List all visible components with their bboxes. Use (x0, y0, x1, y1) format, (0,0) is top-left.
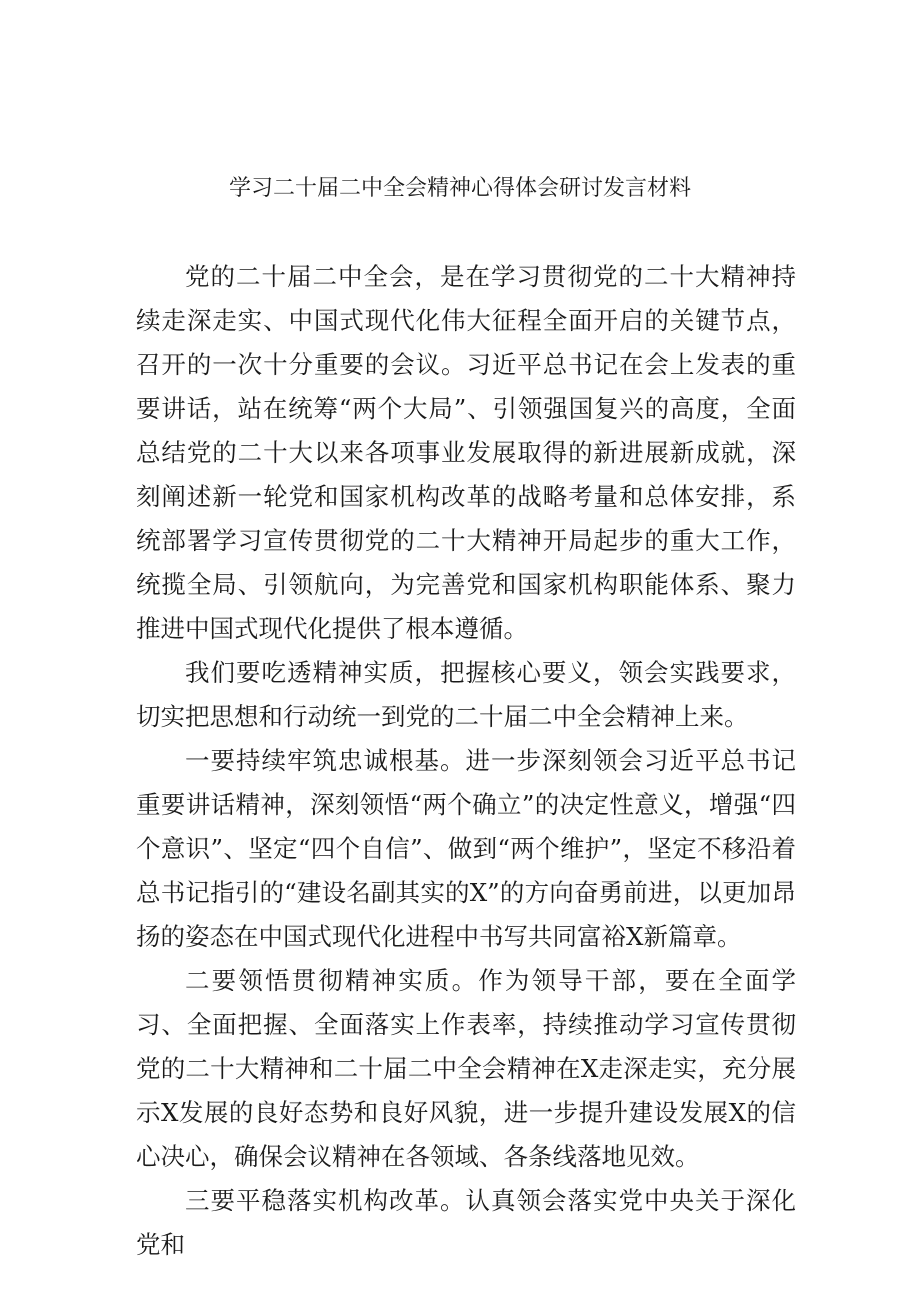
paragraph-3: 一要持续牢筑忠诚根基。进一步深刻领会习近平总书记重要讲话精神，深刻领悟“两个确立”的决定性意义，增强“四个意识”、坚定“四个自信”、做到“两个维护”，坚定不移沿着总书记指引的“建设名副其实的X”的方向奋勇前进，以更加昂扬的姿态在中国式现代化进程中书写共同富裕X新篇章。 (136, 746, 796, 951)
paragraph-4: 二要领悟贯彻精神实质。作为领导干部，要在全面学习、全面把握、全面落实上作表率，持续推动学习宣传贯彻党的二十大精神和二十届二中全会精神在X走深走实，充分展示X发展的良好态势和良好风貌，进一步提升建设发展X的信心决心，确保会议精神在各领域、各条线落地见效。 (136, 966, 796, 1171)
document-title: 学习二十届二中全会精神心得体会研讨发言材料 (228, 176, 691, 201)
paragraph-2: 我们要吃透精神实质，把握核心要义，领会实践要求，切实把思想和行动统一到党的二十届二中全会精神上来。 (136, 658, 796, 731)
paragraph-5: 三要平稳落实机构改革。认真领会落实党中央关于深化党和 (136, 1186, 796, 1259)
paragraph-1: 党的二十届二中全会，是在学习贯彻党的二十大精神持续走深走实、中国式现代化伟大征程全面开启的关键节点，召开的一次十分重要的会议。习近平总书记在会上发表的重要讲话，站在统筹“两个大局”、引领强国复兴的高度，全面总结党的二十大以来各项事业发展取得的新进展新成就，深刻阐述新一轮党和国家机构改革的战略考量和总体安排，系统部署学习宣传贯彻党的二十大精神开局起步的重大工作，统揽全局、引领航向，为完善党和国家机构职能体系、聚力推进中国式现代化提供了根本遵循。 (136, 262, 796, 643)
document-body (136, 255, 796, 1267)
